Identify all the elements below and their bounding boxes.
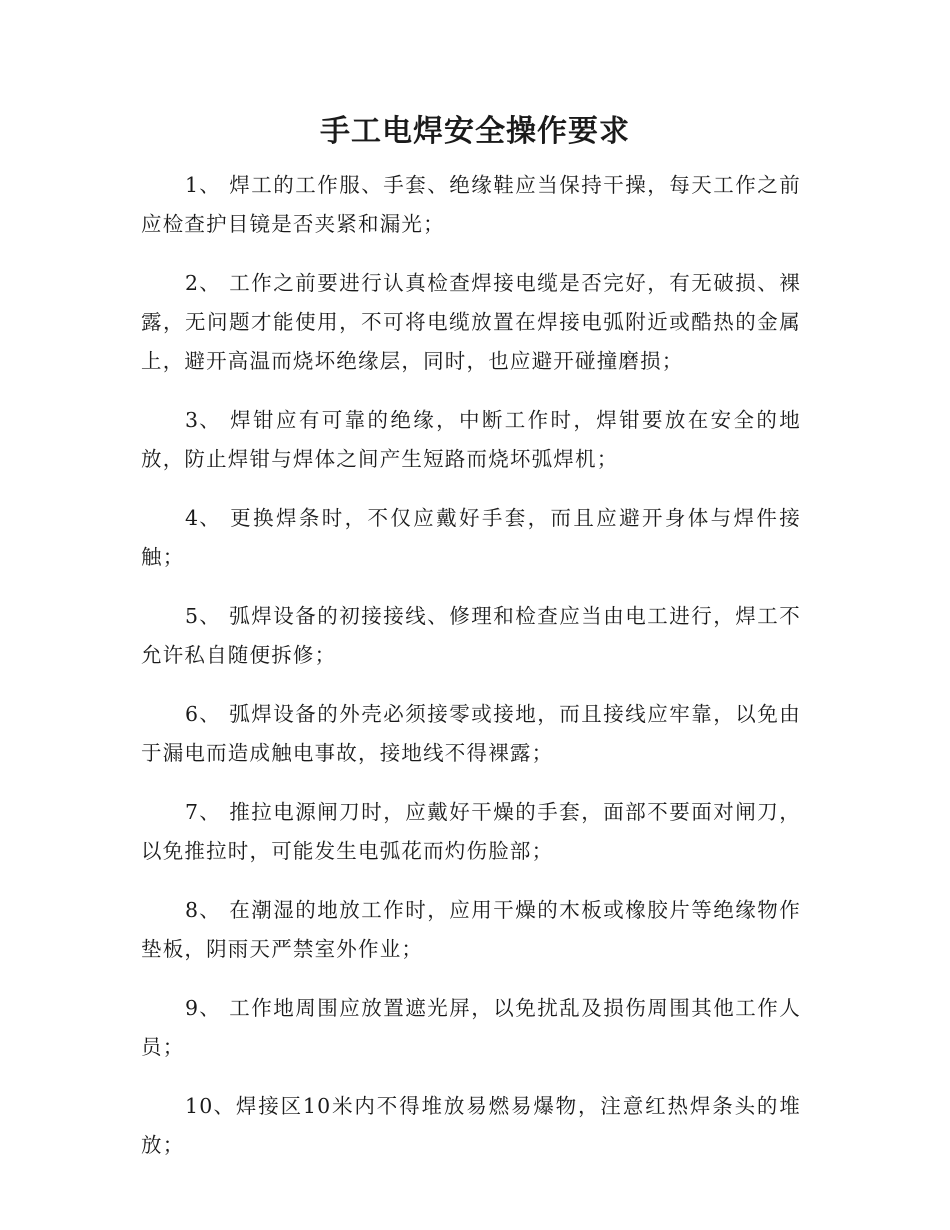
list-item [141,793,801,871]
list-item [141,401,801,479]
item-text: 更换焊条时，不仅应戴好手套，而且应避开身体与焊件接触； [141,506,801,569]
list-item [141,1087,801,1165]
item-text: 工作之前要进行认真检查焊接电缆是否完好，有无破损、裸露，无问题才能使用，不可将电缆放置在焊接电弧附近或酷热的金属上，避开高温而烧坏绝缘层，同时，也应避开碰撞磨损； [141,271,801,373]
item-text: 焊接区10米内不得堆放易燃易爆物，注意红热焊条头的堆放； [141,1094,801,1157]
item-text: 弧焊设备的初接接线、修理和检查应当由电工进行，焊工不允许私自随便拆修； [141,604,801,667]
item-number: 9、 [185,996,221,1020]
item-number: 10、 [185,1094,236,1118]
list-item [141,597,801,675]
document-title: 手工电焊安全操作要求 [320,114,630,149]
list-item [141,891,801,969]
item-number: 2、 [185,271,221,295]
item-number: 5、 [185,604,221,628]
item-text: 在潮湿的地放工作时，应用干燥的木板或橡胶片等绝缘物作垫板，阴雨天严禁室外作业； [141,898,801,961]
list-item [141,499,801,577]
item-number: 8、 [185,898,221,922]
list-item [141,166,801,244]
item-text: 推拉电源闸刀时，应戴好干燥的手套，面部不要面对闸刀，以免推拉时，可能发生电弧花而灼伤脸部； [141,800,801,863]
item-text: 弧焊设备的外壳必须接零或接地，而且接线应牢靠，以免由于漏电而造成触电事故，接地线不得裸露； [141,702,801,765]
item-number: 3、 [185,408,221,432]
item-number: 4、 [185,506,221,530]
safety-requirements-list [141,166,801,1185]
list-item [141,695,801,773]
item-text: 工作地周围应放置遮光屏，以免扰乱及损伤周围其他工作人员； [141,996,801,1059]
list-item [141,989,801,1067]
list-item [141,264,801,381]
item-number: 6、 [185,702,221,726]
item-text: 焊钳应有可靠的绝缘，中断工作时，焊钳要放在安全的地放，防止焊钳与焊体之间产生短路而烧坏弧焊机； [141,408,801,471]
item-number: 7、 [185,800,221,824]
item-text: 焊工的工作服、手套、绝缘鞋应当保持干操，每天工作之前应检查护目镜是否夹紧和漏光； [141,173,801,236]
item-number: 1、 [185,173,221,197]
